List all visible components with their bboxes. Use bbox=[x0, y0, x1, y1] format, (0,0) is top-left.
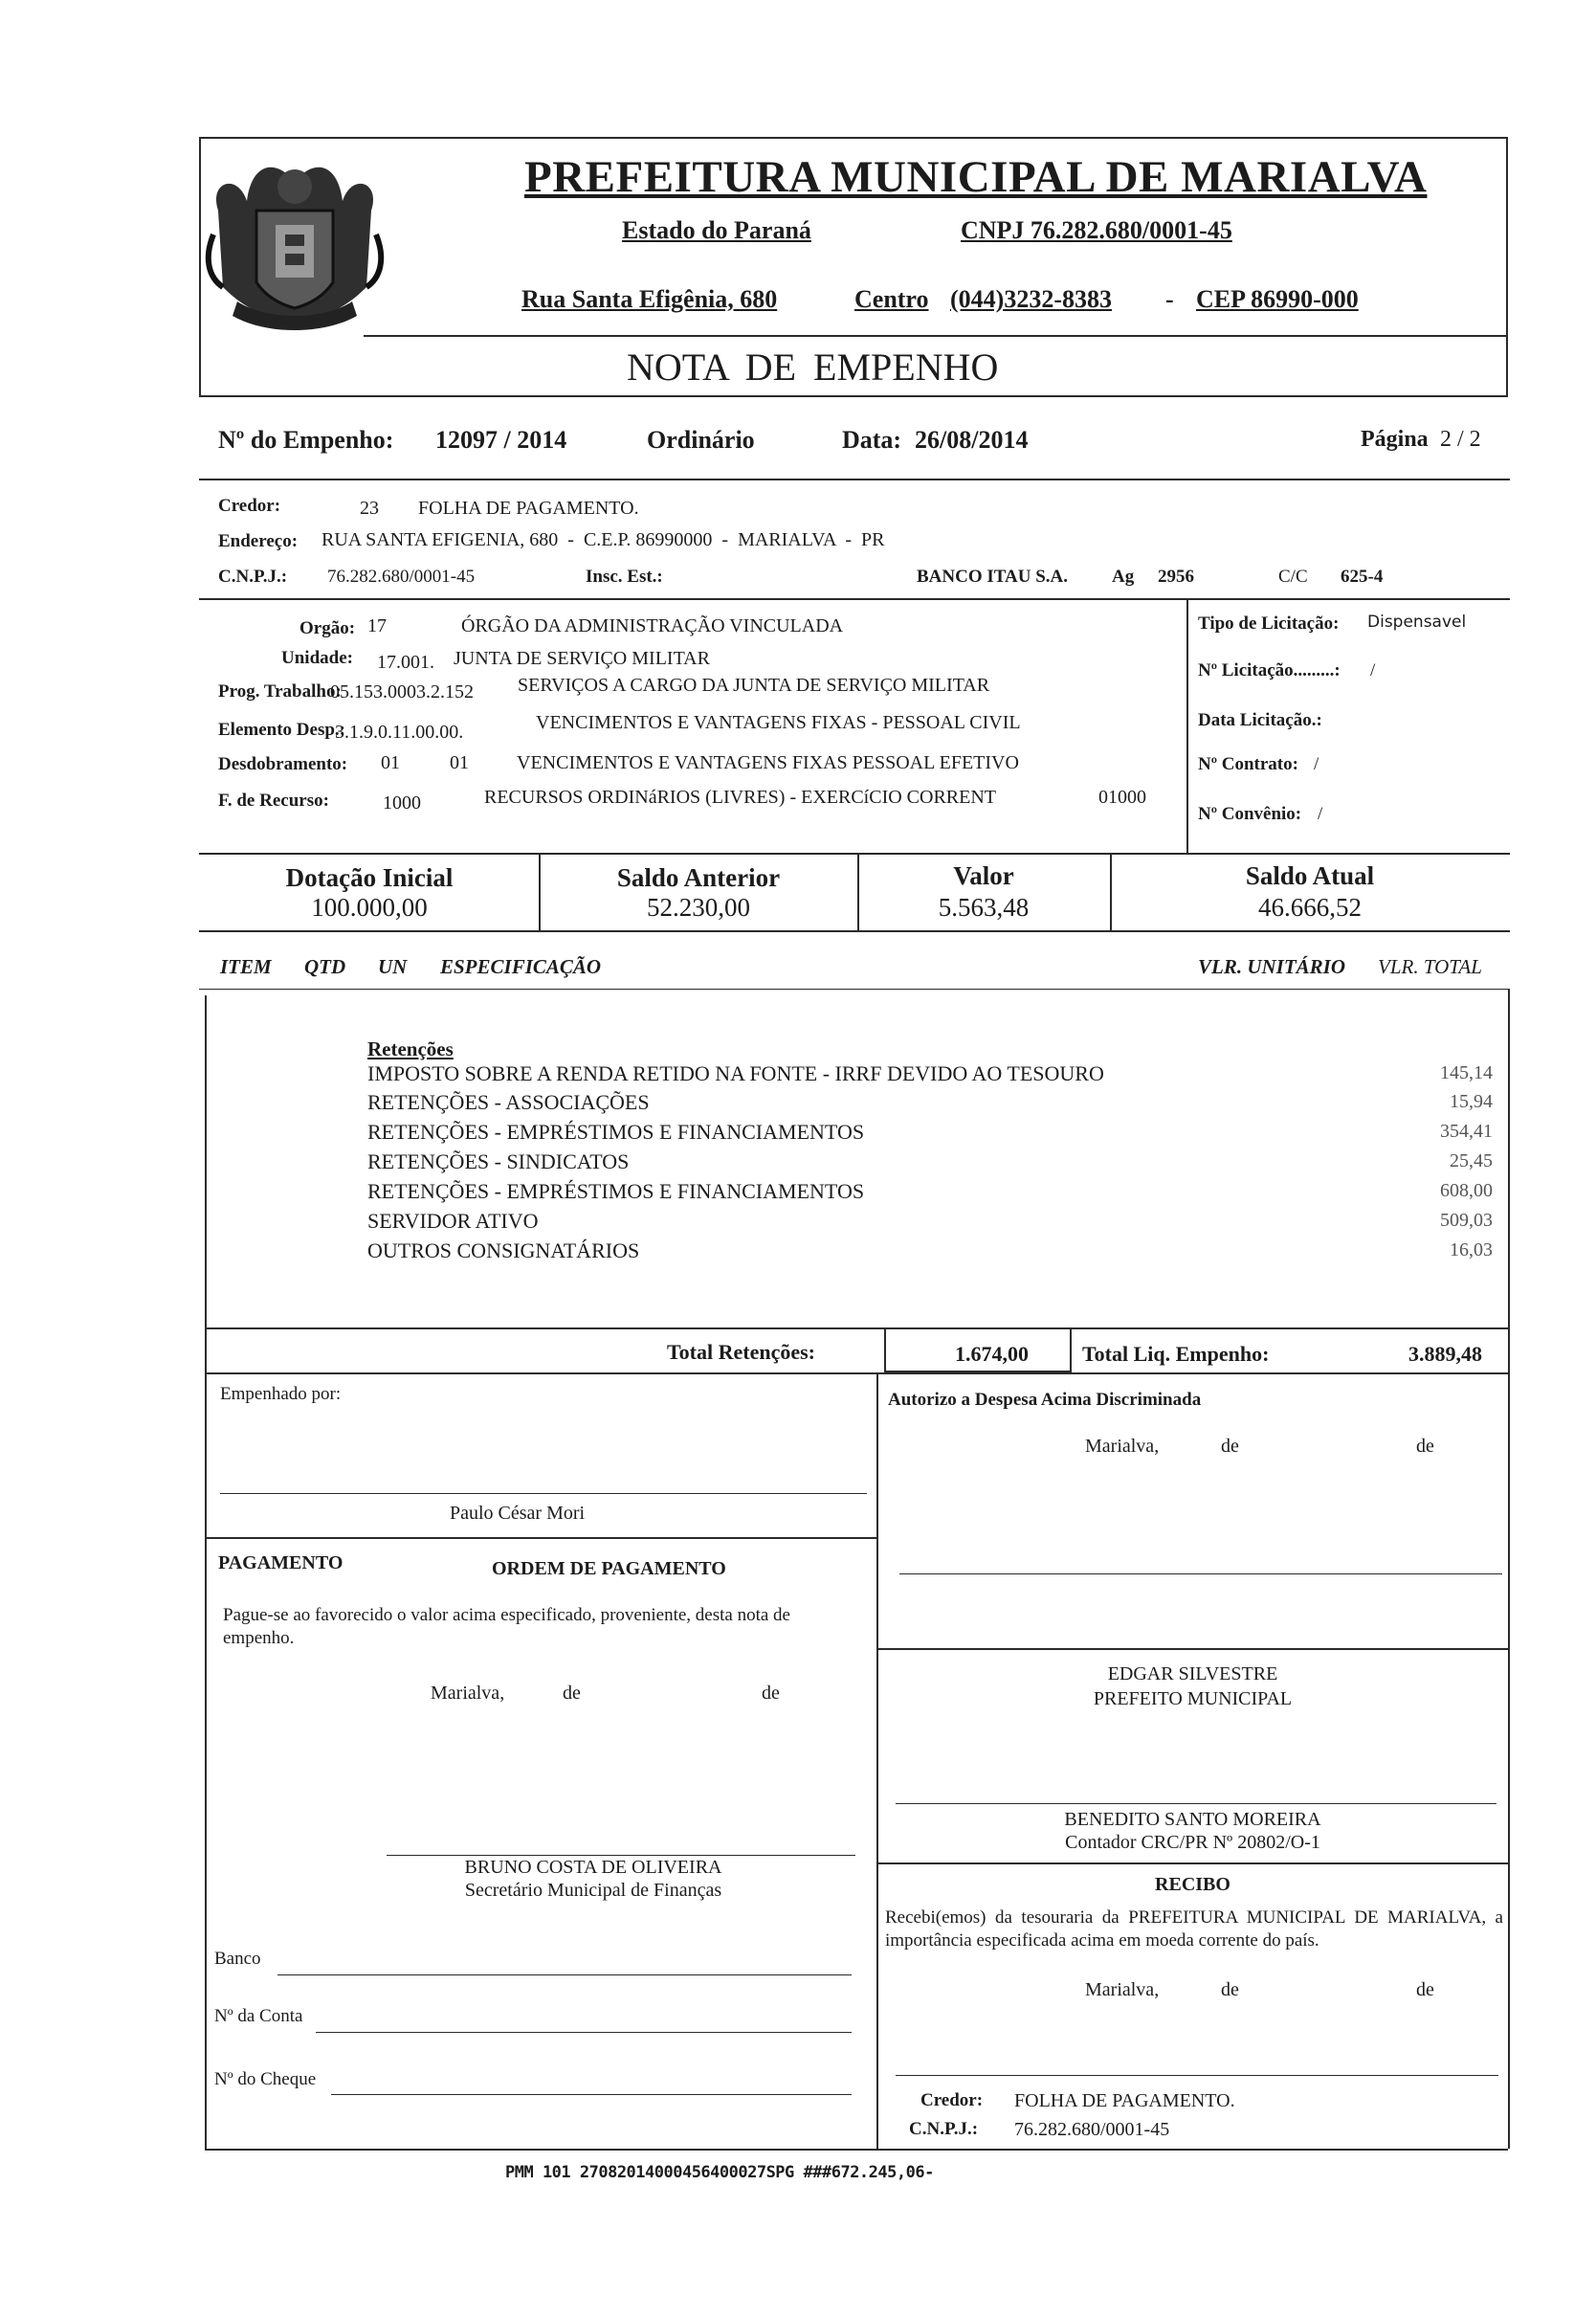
conta-line bbox=[316, 2032, 852, 2033]
totals-bottom-rule bbox=[199, 930, 1510, 932]
pague-city: Marialva, bbox=[431, 1683, 505, 1704]
valor-value: 5.563,48 bbox=[938, 893, 1030, 922]
recibo-text: Recebi(emos) da tesouraria da PREFEITURA MUNICIPAL DE MARIALVA, a importância especificada acima em moeda corrente do país. bbox=[885, 1907, 1503, 1951]
orgao-name: ÓRGÃO DA ADMINISTRAÇÃO VINCULADA bbox=[461, 615, 844, 636]
endereco-label: Endereço: bbox=[218, 531, 299, 551]
credor-name: FOLHA DE PAGAMENTO. bbox=[418, 498, 639, 519]
retencao-label: RETENÇÕES - ASSOCIAÇÕES bbox=[367, 1090, 650, 1114]
empenhado-name: Paulo César Mori bbox=[450, 1503, 586, 1524]
licitacao-divider bbox=[1186, 599, 1188, 853]
retencao-label: RETENÇÕES - EMPRÉSTIMOS E FINANCIAMENTOS bbox=[367, 1120, 865, 1144]
items-right-border bbox=[1508, 990, 1510, 2149]
col-spec: ESPECIFICAÇÃO bbox=[440, 955, 602, 978]
retencao-value: 15,94 bbox=[1450, 1091, 1493, 1112]
ordem-pagamento-label: ORDEM DE PAGAMENTO bbox=[492, 1558, 726, 1579]
elemento-code: 3.1.9.0.11.00.00. bbox=[335, 722, 464, 743]
unidade-code: 17.001. bbox=[377, 652, 434, 673]
footer-code: PMM 101 27082014000456400027SPG ###672.245,06- bbox=[505, 2163, 934, 2182]
desdobramento-name: VENCIMENTOS E VANTAGENS FIXAS PESSOAL EFETIVO bbox=[517, 752, 1019, 773]
secretario-role: Secretário Municipal de Finanças bbox=[464, 1880, 722, 1901]
items-header-rule bbox=[199, 989, 1510, 990]
autorizo-label: Autorizo a Despesa Acima Discriminada bbox=[888, 1390, 1202, 1410]
retencao-value: 16,03 bbox=[1450, 1239, 1493, 1260]
secretario-name: BRUNO COSTA DE OLIVEIRA bbox=[464, 1857, 722, 1878]
empenhado-signature-line bbox=[220, 1493, 867, 1494]
coat-of-arms-icon bbox=[199, 144, 390, 345]
prog-code: 05.153.0003.2.152 bbox=[330, 681, 474, 702]
insc-label: Insc. Est.: bbox=[586, 567, 663, 587]
banco-line bbox=[277, 1974, 852, 1975]
secretario-signature-line bbox=[387, 1855, 855, 1856]
recurso-name: RECURSOS ORDINáRIOS (LIVRES) - EXERCíCIO CORRENT bbox=[484, 787, 997, 808]
autorizo-de-1: de bbox=[1221, 1436, 1239, 1457]
header-dash: - bbox=[1165, 285, 1174, 313]
credor-code: 23 bbox=[360, 498, 379, 519]
pague-de-2: de bbox=[762, 1683, 780, 1704]
pague-text: Pague-se ao favorecido o valor acima especificado, proveniente, desta nota de empenho. bbox=[223, 1605, 790, 1648]
page-label: Página bbox=[1361, 427, 1429, 452]
recurso-label: F. de Recurso: bbox=[218, 791, 329, 811]
total-liquido-label: Total Liq. Empenho: bbox=[1082, 1342, 1270, 1366]
prefeito-role: PREFEITO MUNICIPAL bbox=[1093, 1688, 1293, 1709]
desdobramento-b: 01 bbox=[450, 752, 469, 773]
empenho-rule bbox=[199, 479, 1510, 480]
cheque-label: Nº do Cheque bbox=[214, 2069, 317, 2089]
pagamento-label: PAGAMENTO bbox=[218, 1552, 344, 1573]
col-qtd: QTD bbox=[304, 955, 346, 978]
contador-signature-line bbox=[896, 1803, 1496, 1804]
recurso-code: 1000 bbox=[383, 792, 421, 814]
retencao-label: RETENÇÕES - SINDICATOS bbox=[367, 1149, 630, 1173]
banco-label: Banco bbox=[214, 1949, 261, 1969]
elemento-name: VENCIMENTOS E VANTAGENS FIXAS - PESSOAL CIVIL bbox=[536, 712, 1021, 733]
col-total-value: VLR. TOTAL bbox=[1378, 955, 1482, 978]
col-un: UN bbox=[378, 955, 408, 978]
totals-top-rule bbox=[205, 1327, 1508, 1329]
document-bottom-rule bbox=[205, 2149, 1508, 2151]
retencao-value: 608,00 bbox=[1440, 1180, 1493, 1201]
unidade-label: Unidade: bbox=[281, 648, 353, 668]
recibo-top-rule bbox=[877, 1862, 1508, 1864]
contador-role: Contador CRC/PR Nº 20802/O-1 bbox=[1065, 1832, 1320, 1853]
recibo-city: Marialva, bbox=[1085, 1979, 1160, 2000]
tipo-licitacao-label: Tipo de Licitação: bbox=[1198, 613, 1340, 634]
cc-value: 625-4 bbox=[1341, 567, 1384, 587]
recibo-credor-label: Credor: bbox=[920, 2090, 984, 2110]
desdobramento-label: Desdobramento: bbox=[218, 754, 348, 774]
total-liquido-value: 3.889,48 bbox=[1408, 1342, 1482, 1366]
licitacao-number: / bbox=[1370, 660, 1376, 680]
page-number: 2 / 2 bbox=[1440, 427, 1481, 452]
orgao-code: 17 bbox=[367, 615, 387, 636]
total-retencoes-label: Total Retenções: bbox=[667, 1340, 815, 1364]
prefeito-name: EDGAR SILVESTRE bbox=[1107, 1663, 1278, 1684]
pague-de-1: de bbox=[563, 1683, 581, 1704]
col-item: ITEM bbox=[220, 955, 272, 978]
saldo-anterior-label: Saldo Anterior bbox=[616, 863, 781, 892]
recibo-de-2: de bbox=[1416, 1979, 1434, 2000]
dotacao-value: 100.000,00 bbox=[311, 893, 428, 922]
prefeitura-title: PREFEITURA MUNICIPAL DE MARIALVA bbox=[524, 152, 1428, 202]
recibo-de-1: de bbox=[1221, 1979, 1239, 2000]
saldo-atual-value: 46.666,52 bbox=[1258, 893, 1362, 922]
saldo-anterior-value: 52.230,00 bbox=[647, 893, 750, 922]
elemento-label: Elemento Desp.: bbox=[218, 720, 345, 740]
total-retencoes-value: 1.674,00 bbox=[955, 1342, 1029, 1366]
retencao-value: 25,45 bbox=[1450, 1150, 1493, 1171]
convenio-label: Nº Convênio: bbox=[1198, 804, 1302, 824]
empenho-type: Ordinário bbox=[647, 426, 755, 454]
prog-name: SERVIÇOS A CARGO DA JUNTA DE SERVIÇO MILITAR bbox=[518, 675, 990, 696]
empenho-date-label: Data: bbox=[842, 426, 902, 454]
prog-label: Prog. Trabalho: bbox=[218, 681, 342, 702]
ordem-signature-line bbox=[899, 1573, 1502, 1574]
cheque-line bbox=[331, 2094, 852, 2095]
retencao-value: 509,03 bbox=[1440, 1210, 1493, 1231]
retencao-label: OUTROS CONSIGNATÁRIOS bbox=[367, 1238, 640, 1262]
licitacao-number-label: Nº Licitação.........: bbox=[1198, 660, 1341, 680]
contrato-value: / bbox=[1314, 754, 1319, 774]
header-divider bbox=[364, 335, 1508, 337]
empenho-number-label: Nº do Empenho: bbox=[218, 426, 394, 454]
empenho-number: 12097 / 2014 bbox=[435, 426, 567, 454]
retencao-value: 354,41 bbox=[1440, 1121, 1493, 1142]
orgao-label: Orgão: bbox=[299, 618, 356, 638]
dotacao-label: Dotação Inicial bbox=[285, 863, 454, 892]
cnpj-value: 76.282.680/0001-45 bbox=[327, 567, 476, 587]
cnpj-label: C.N.P.J.: bbox=[218, 567, 288, 587]
bank-name: BANCO ITAU S.A. bbox=[917, 567, 1069, 587]
data-licitacao-label: Data Licitação.: bbox=[1198, 710, 1322, 730]
state-label: Estado do Paraná bbox=[622, 216, 811, 244]
retencoes-title: Retenções bbox=[367, 1037, 454, 1060]
retencao-value: 145,14 bbox=[1440, 1062, 1493, 1083]
credor-label: Credor: bbox=[218, 496, 281, 516]
cc-label: C/C bbox=[1278, 567, 1308, 587]
items-left-border bbox=[205, 995, 207, 2149]
desdobramento-a: 01 bbox=[381, 752, 400, 773]
empenhado-label: Empenhado por: bbox=[220, 1384, 342, 1404]
contador-name: BENEDITO SANTO MOREIRA bbox=[1064, 1809, 1321, 1830]
recibo-cnpj-value: 76.282.680/0001-45 bbox=[1014, 2119, 1170, 2140]
ag-label: Ag bbox=[1112, 567, 1135, 587]
endereco-value: RUA SANTA EFIGENIA, 680 - C.E.P. 86990000 - MARIALVA - PR bbox=[321, 529, 885, 550]
recurso-code-2: 01000 bbox=[1098, 787, 1146, 808]
conta-label: Nº da Conta bbox=[214, 2006, 303, 2026]
header-cep: CEP 86990-000 bbox=[1196, 285, 1359, 313]
saldo-atual-label: Saldo Atual bbox=[1245, 861, 1375, 890]
header-cnpj: CNPJ 76.282.680/0001-45 bbox=[961, 216, 1232, 244]
valor-label: Valor bbox=[953, 861, 1014, 890]
convenio-value: / bbox=[1318, 804, 1323, 824]
header-address: Rua Santa Efigênia, 680 bbox=[521, 285, 778, 313]
header-district: Centro bbox=[854, 285, 929, 313]
creditor-rule bbox=[199, 598, 1510, 600]
retencao-label: RETENÇÕES - EMPRÉSTIMOS E FINANCIAMENTOS bbox=[367, 1179, 865, 1203]
recibo-signature-line bbox=[896, 2075, 1498, 2076]
retencao-label: IMPOSTO SOBRE A RENDA RETIDO NA FONTE - IRRF DEVIDO AO TESOURO bbox=[367, 1061, 1104, 1085]
col-unit-value: VLR. UNITÁRIO bbox=[1198, 955, 1346, 978]
retencao-label: SERVIDOR ATIVO bbox=[367, 1209, 539, 1233]
signature-center-divider bbox=[876, 1373, 878, 2149]
ag-value: 2956 bbox=[1158, 567, 1194, 587]
budget-rule bbox=[199, 853, 1510, 855]
totals-bottom-rule-2 bbox=[205, 1372, 1508, 1374]
prefeito-top-rule bbox=[877, 1648, 1508, 1650]
recibo-credor-value: FOLHA DE PAGAMENTO. bbox=[1014, 2090, 1235, 2111]
recibo-title: RECIBO bbox=[1155, 1874, 1230, 1895]
unidade-name: JUNTA DE SERVIÇO MILITAR bbox=[454, 648, 710, 669]
contrato-label: Nº Contrato: bbox=[1198, 754, 1298, 774]
autorizo-de-2: de bbox=[1416, 1436, 1434, 1457]
nota-de-empenho-title: NOTA DE EMPENHO bbox=[627, 346, 999, 389]
tipo-licitacao-value: Dispensavel bbox=[1367, 613, 1467, 632]
empenhado-rule bbox=[205, 1537, 876, 1539]
recibo-cnpj-label: C.N.P.J.: bbox=[909, 2119, 979, 2139]
autorizo-city: Marialva, bbox=[1085, 1436, 1160, 1457]
header-phone: (044)3232-8383 bbox=[950, 285, 1112, 313]
empenho-date: 26/08/2014 bbox=[915, 426, 1029, 454]
